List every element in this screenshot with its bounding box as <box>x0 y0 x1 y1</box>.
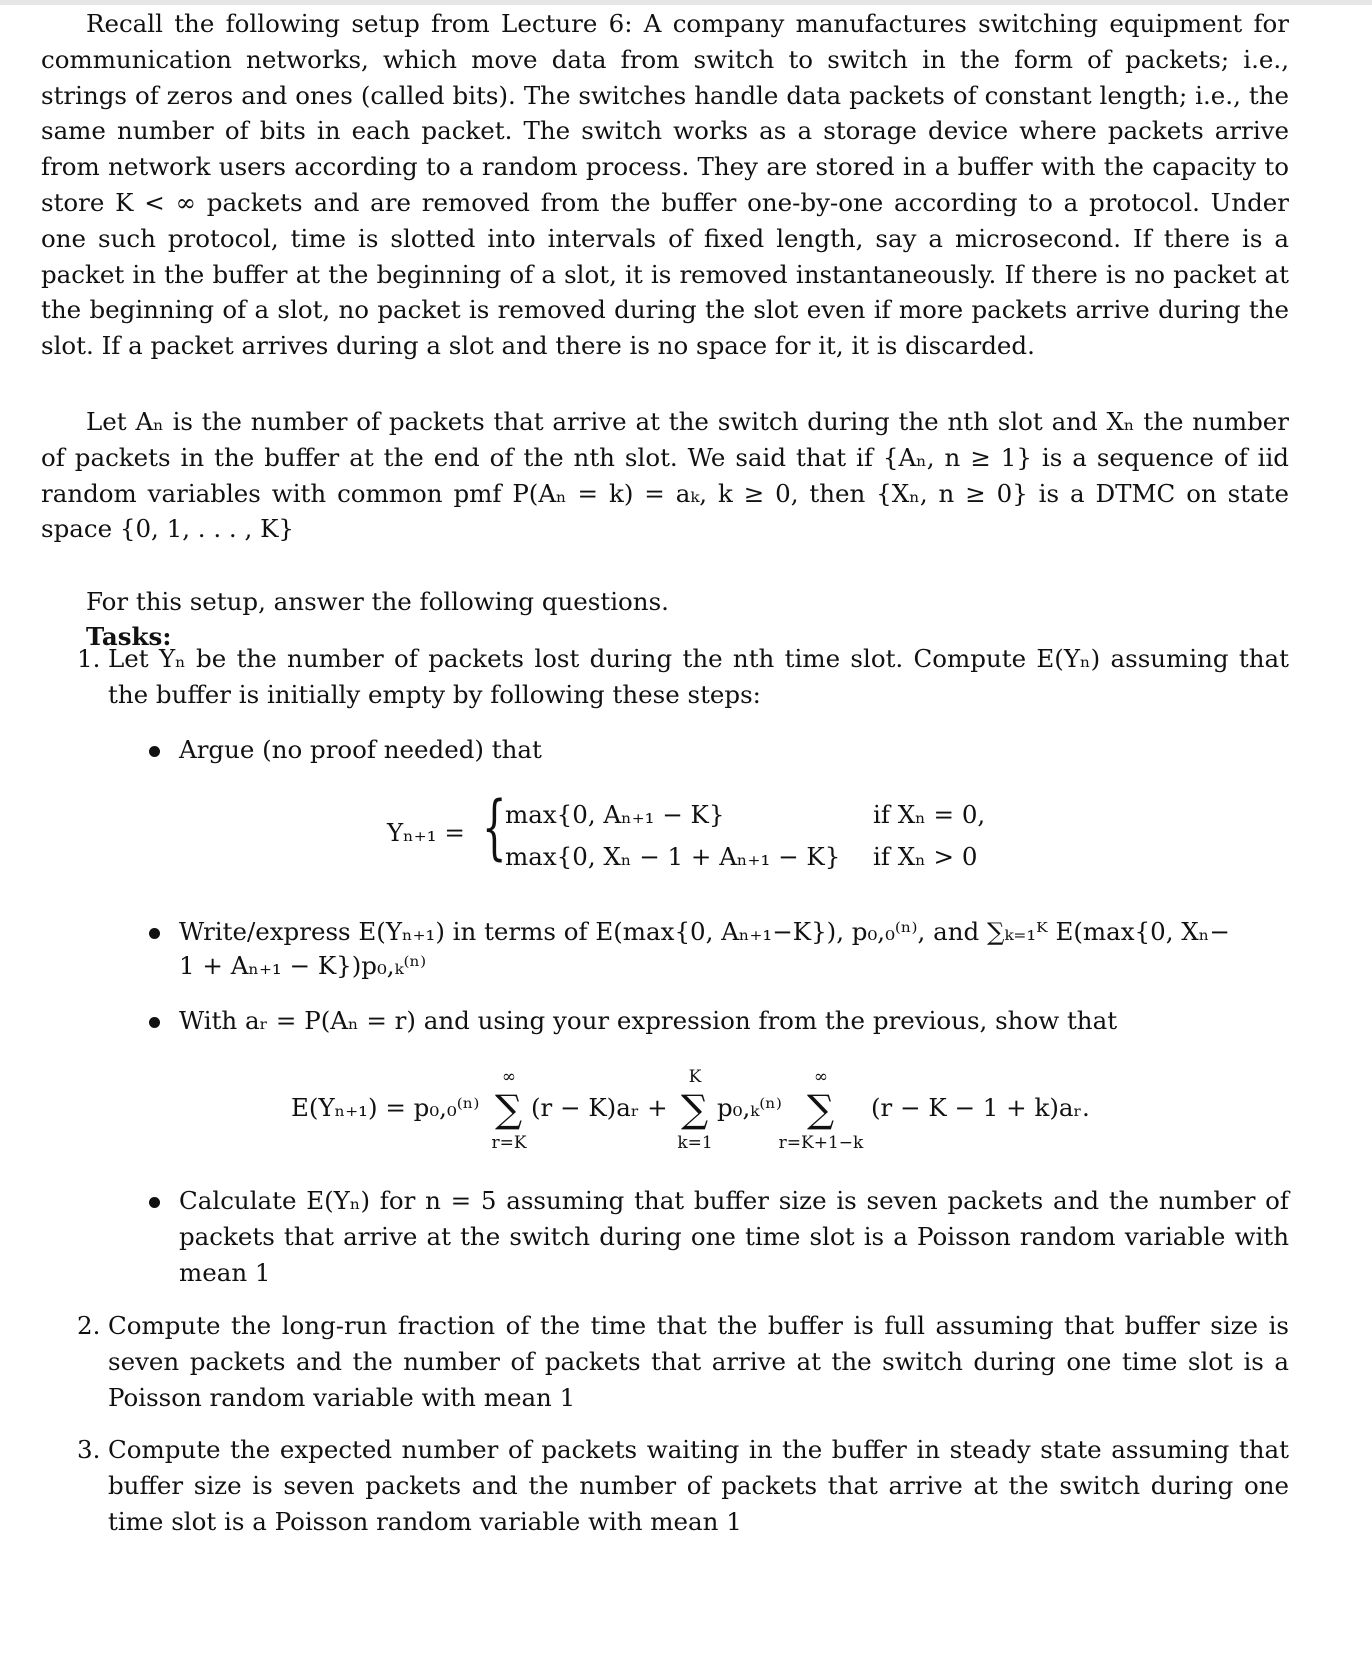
condition-2: if Xₙ > 0 <box>873 842 978 871</box>
sum-1-sigma: ∑ <box>495 1087 523 1131</box>
sum-2-lower: k=1 <box>677 1133 713 1153</box>
left-brace: { <box>482 786 507 868</box>
eq-lhs: Yₙ₊₁ = <box>387 818 465 847</box>
sum-3-sigma: ∑ <box>807 1087 835 1131</box>
task-2-number: 2. <box>77 1311 101 1340</box>
bullet-calculate-text: Calculate E(Yₙ) for n = 5 assuming that buffer size is seven packets and the number of packets that arrive at the switch during one time slot is a Poisson random variable with mean 1 <box>179 1186 1289 1287</box>
sum-1-lower: r=K <box>491 1133 527 1153</box>
eq2-lhs: E(Yₙ₊₁) = p₀,₀⁽ⁿ⁾ <box>291 1093 480 1122</box>
tasks-heading: Tasks: <box>86 622 172 651</box>
case-1: max{0, Aₙ₊₁ − K} <box>505 800 725 829</box>
sum-2-upper: K <box>688 1067 702 1087</box>
bullet-write-line-2: 1 + Aₙ₊₁ − K})p₀,ₖ⁽ⁿ⁾ <box>179 951 427 980</box>
bullet-dot <box>149 928 160 939</box>
task-3-text: Compute the expected number of packets waiting in the buffer in steady state assuming that buffer size is seven packets and the number of packets that arrive at the switch during one time slot is a Poisson random variable with mean 1 <box>108 1435 1289 1536</box>
sum-3-upper: ∞ <box>813 1067 829 1087</box>
task-1-text: Let Yₙ be the number of packets lost during the nth time slot. Compute E(Yₙ) assuming that the buffer is initially empty by following these steps: <box>108 644 1289 709</box>
sum-3-lower: r=K+1−k <box>778 1133 864 1153</box>
instruction-text: For this setup, answer the following questions. <box>86 587 669 616</box>
task-1-number: 1. <box>77 644 101 673</box>
sum-1-upper: ∞ <box>501 1067 517 1087</box>
setup-paragraph: Let Aₙ is the number of packets that arrive at the switch during the nth slot and Xₙ the number of packets in the buffer at the end of the nth slot. We said that if {Aₙ, n ≥ 1} is a sequence of iid random variables with common pmf P(Aₙ = k) = aₖ, k ≥ 0, then {Xₙ, n ≥ 0} is a DTMC on state space {0, 1, . . . , K} <box>41 407 1289 544</box>
sum-2-body: p₀,ₖ⁽ⁿ⁾ <box>717 1093 782 1122</box>
bullet-dot <box>149 746 160 757</box>
bullet-write-line-1: Write/express E(Yₙ₊₁) in terms of E(max{0, Aₙ₊₁−K}), p₀,₀⁽ⁿ⁾, and ∑ₖ₌₁ᴷ E(max{0, Xₙ− <box>179 917 1230 946</box>
sum-3-body: (r − K − 1 + k)aᵣ. <box>871 1093 1090 1122</box>
sum-2-sigma: ∑ <box>681 1087 709 1131</box>
bullet-dot <box>149 1197 160 1208</box>
top-edge-strip <box>0 0 1372 5</box>
sum-1-body: (r − K)aᵣ + <box>531 1093 668 1122</box>
bullet-dot <box>149 1017 160 1028</box>
condition-1: if Xₙ = 0, <box>873 800 986 829</box>
intro-paragraph: Recall the following setup from Lecture 6: A company manufactures switching equipment for communication networks, which move data from switch to switch in the form of packets; i.e., strings of zeros and ones (called bits). The switches handle data packets of constant length; i.e., the same number of bits in each packet. The switch works as a storage device where packets arrive from network users according to a random process. They are stored in a buffer with the capacity to store K < ∞ packets and are removed from the buffer one-by-one according to a protocol. Under one such protocol, time is slotted into intervals of fixed length, say a microsecond. If there is a packet in the buffer at the beginning of a slot, it is removed instantaneously. If there is no packet at the beginning of a slot, no packet is removed during the slot even if more packets arrive during the slot. If a packet arrives during a slot and there is no space for it, it is discarded. <box>41 9 1289 361</box>
task-2-text: Compute the long-run fraction of the time that the buffer is full assuming that buffer size is seven packets and the number of packets that arrive at the switch during one time slot is a Poisson random variable with mean 1 <box>108 1311 1289 1412</box>
bullet-with-ar-text: With aᵣ = P(Aₙ = r) and using your expression from the previous, show that <box>179 1006 1118 1035</box>
case-2: max{0, Xₙ − 1 + Aₙ₊₁ − K} <box>505 842 841 871</box>
bullet-argue-text: Argue (no proof needed) that <box>179 735 542 764</box>
task-3-number: 3. <box>77 1435 101 1464</box>
